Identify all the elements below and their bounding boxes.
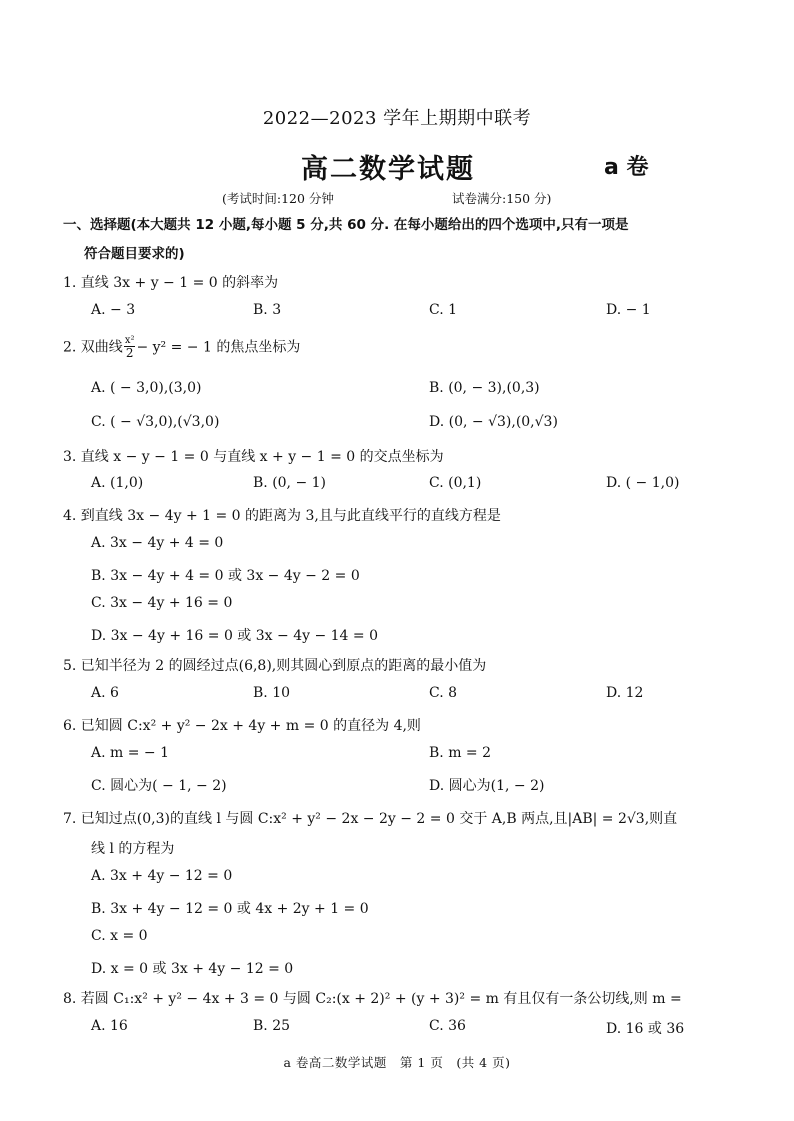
score-info: 试卷满分:150 分): [452, 191, 552, 206]
question-stem: 3. 直线 x − y − 1 = 0 与直线 x + y − 1 = 0 的交点坐标为: [63, 449, 444, 465]
version-tag: a 卷: [604, 155, 649, 180]
option-b: B. m = 2: [429, 745, 492, 761]
option-b: B. 10: [253, 685, 291, 701]
exam-title: 2022—2023 学年上期期中联考: [262, 108, 532, 129]
option-d: D. 16 或 36: [606, 1021, 685, 1037]
fraction-denominator: 2: [125, 346, 134, 360]
option-a: A. 3x − 4y + 4 = 0: [91, 535, 224, 551]
option-a: A. 16: [91, 1018, 128, 1034]
question-stem-line1: 7. 已知过点(0,3)的直线 l 与圆 C:x² + y² − 2x − 2y − 2 = 0 交于 A,B 两点,且|AB| = 2√3,则直: [63, 811, 678, 827]
option-a: A. m = − 1: [91, 745, 170, 761]
option-a: A. − 3: [91, 302, 136, 318]
option-b: B. 3x + 4y − 12 = 0 或 4x + 2y + 1 = 0: [91, 901, 369, 917]
stem-prefix: 2. 双曲线: [63, 339, 123, 356]
option-c: C. (0,1): [429, 475, 482, 491]
option-c: C. 3x − 4y + 16 = 0: [91, 595, 233, 611]
option-c: C. x = 0: [91, 928, 148, 944]
paper-title: 高二数学试题: [301, 154, 475, 185]
question-stem: 4. 到直线 3x − 4y + 1 = 0 的距离为 3,且与此直线平行的直线方程是: [63, 508, 501, 524]
stem-suffix: − y² = − 1 的焦点坐标为: [136, 339, 301, 356]
option-c: C. 圆心为( − 1, − 2): [91, 778, 227, 794]
option-d: D. 12: [606, 685, 644, 701]
option-c: C. ( − √3,0),(√3,0): [91, 414, 220, 430]
option-c: C. 36: [429, 1018, 466, 1034]
option-a: A. ( − 3,0),(3,0): [91, 380, 202, 396]
section-heading-line2: 符合题目要求的): [84, 246, 185, 262]
option-b: B. 3x − 4y + 4 = 0 或 3x − 4y − 2 = 0: [91, 568, 360, 584]
option-d: D. (0, − √3),(0,√3): [429, 414, 558, 430]
option-a: A. 6: [91, 685, 119, 701]
option-d: D. 圆心为(1, − 2): [429, 778, 545, 794]
option-b: B. (0, − 1): [253, 475, 327, 491]
question-stem: 6. 已知圆 C:x² + y² − 2x + 4y + m = 0 的直径为 4,则: [63, 718, 421, 734]
option-b: B. 25: [253, 1018, 291, 1034]
question-stem: 8. 若圆 C₁:x² + y² − 4x + 3 = 0 与圆 C₂:(x + 2)² + (y + 3)² = m 有且仅有一条公切线,则 m =: [63, 991, 682, 1007]
fraction: [124, 336, 136, 359]
question-stem: 1. 直线 3x + y − 1 = 0 的斜率为: [63, 275, 279, 291]
question-stem: [63, 336, 300, 359]
option-c: C. 1: [429, 302, 458, 318]
option-b: B. 3: [253, 302, 282, 318]
page-footer: a 卷高二数学试题 第 1 页 (共 4 页): [283, 1055, 511, 1070]
option-b: B. (0, − 3),(0,3): [429, 380, 540, 396]
option-a: A. (1,0): [91, 475, 144, 491]
option-a: A. 3x + 4y − 12 = 0: [91, 868, 233, 884]
time-info: (考试时间:120 分钟: [222, 191, 334, 206]
question-stem-line2: 线 l 的方程为: [91, 841, 175, 857]
section-heading-line1: 一、选择题(本大题共 12 小题,每小题 5 分,共 60 分. 在每小题给出的四个选项中,只有一项是: [63, 217, 629, 233]
option-d: D. − 1: [606, 302, 651, 318]
fraction-numerator: x²: [124, 335, 135, 346]
option-c: C. 8: [429, 685, 458, 701]
question-stem: 5. 已知半径为 2 的圆经过点(6,8),则其圆心到原点的距离的最小值为: [63, 658, 487, 674]
option-d: D. ( − 1,0): [606, 475, 680, 491]
option-d: D. 3x − 4y + 16 = 0 或 3x − 4y − 14 = 0: [91, 628, 378, 644]
option-d: D. x = 0 或 3x + 4y − 12 = 0: [91, 961, 294, 977]
